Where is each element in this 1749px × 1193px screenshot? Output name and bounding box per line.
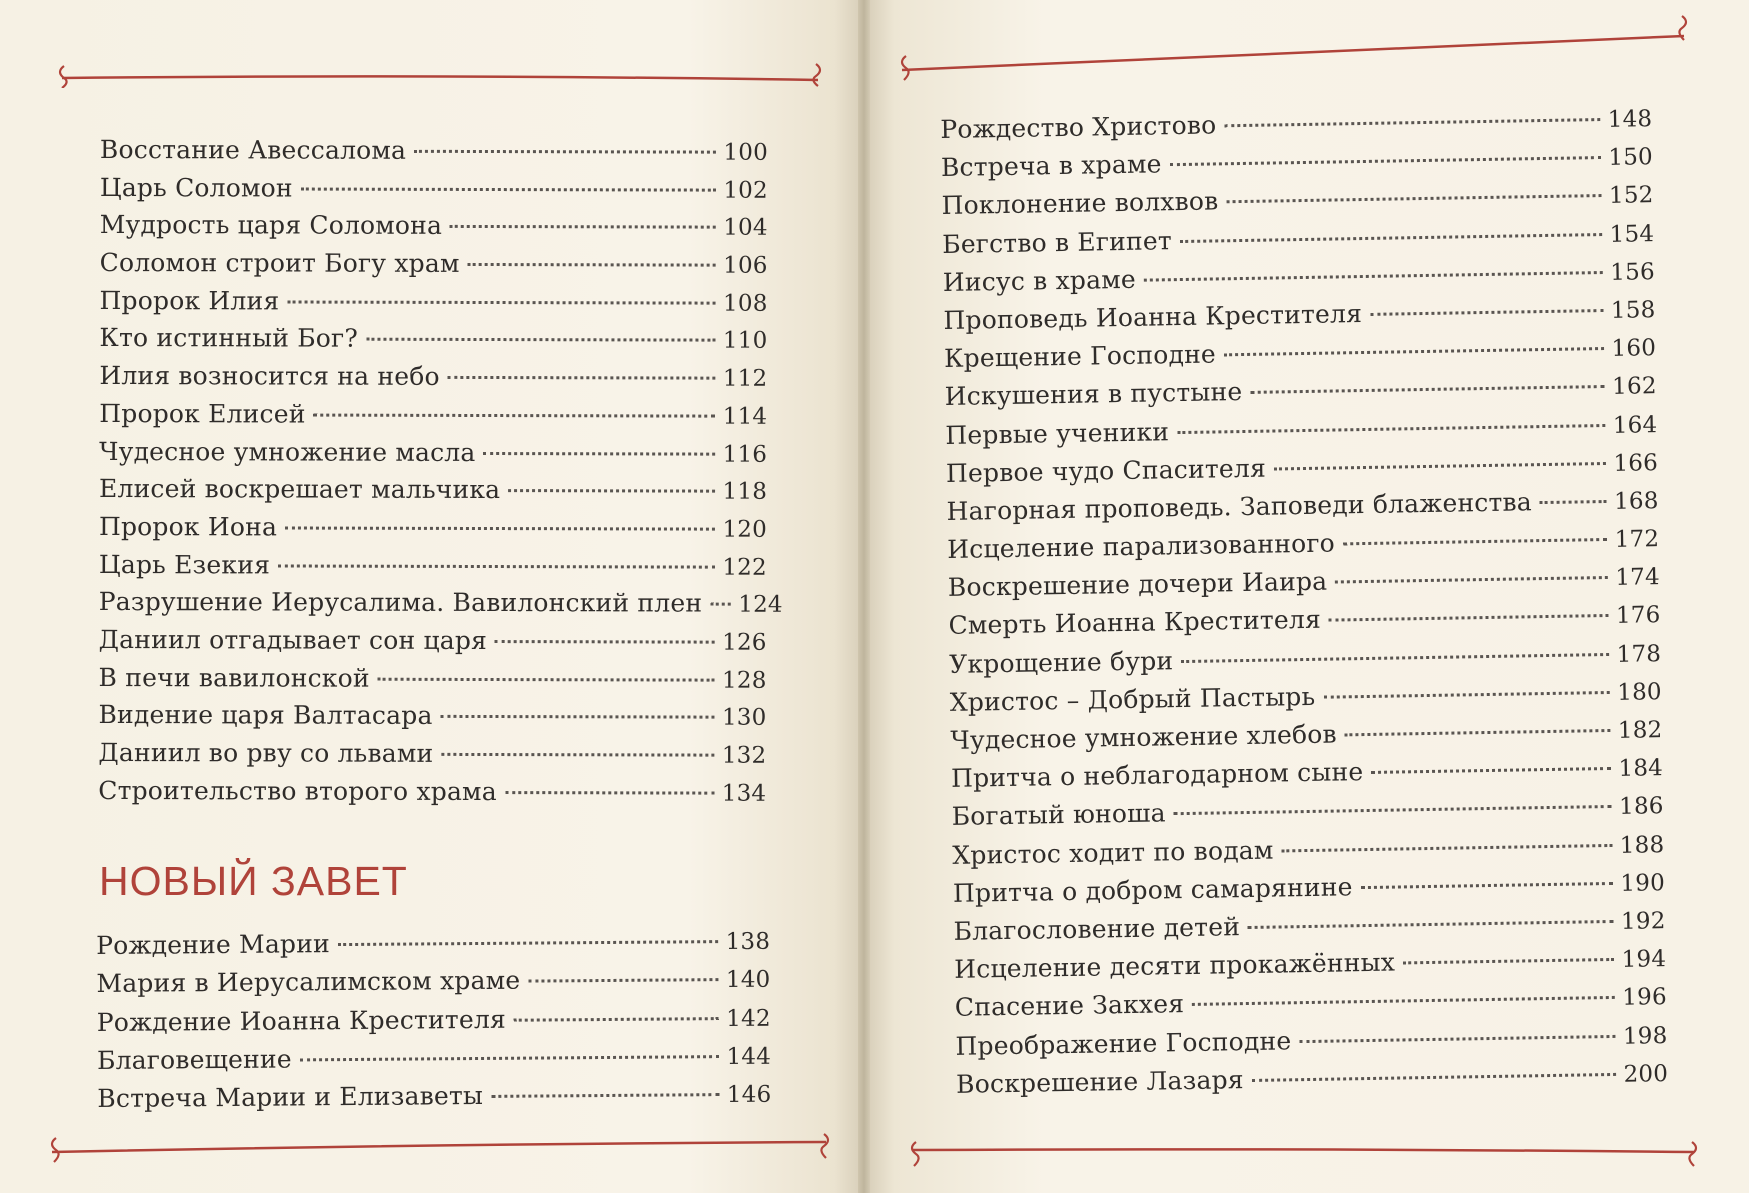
toc-entry-title: Притча о неблагодарном сыне <box>950 757 1364 794</box>
toc-entry-page-number: 148 <box>1607 106 1653 133</box>
toc-entry-title: Воскрешение дочери Иаира <box>947 566 1328 603</box>
toc-entry-page-number: 194 <box>1621 946 1667 973</box>
dot-leader <box>300 1030 719 1061</box>
dot-leader <box>441 728 714 757</box>
toc-entry <box>98 771 766 810</box>
toc-entry-title: Кто истинный Бог? <box>99 323 358 354</box>
dot-leader <box>495 615 714 644</box>
toc-entry-page-number: 198 <box>1622 1022 1668 1050</box>
toc-entry-title: Смерть Иоанна Крестителя <box>948 605 1322 641</box>
toc-entry-title: Первые ученики <box>945 416 1170 450</box>
toc-entry-page-number: 190 <box>1620 869 1666 897</box>
toc-entry-page-number: 116 <box>722 441 768 468</box>
toc-entry-title: Благовещение <box>96 1044 292 1075</box>
toc-entry-page-number: 110 <box>722 328 768 355</box>
toc-entry-page-number: 124 <box>738 591 783 619</box>
toc-entry-title: Проповедь Иоанна Крестителя <box>943 298 1363 335</box>
toc-entry-title: Богатый юноша <box>951 798 1166 832</box>
toc-entry-title: Иисус в храме <box>942 264 1137 297</box>
toc-entry-title: Преображение Господне <box>955 1025 1292 1061</box>
toc-entry-title: Рождение Марии <box>96 929 331 960</box>
dot-leader <box>1248 895 1613 929</box>
right-toc-list <box>940 98 1668 1103</box>
toc-entry-title: Даниил во рву со львами <box>98 737 434 768</box>
toc-entry-page-number: 140 <box>725 967 771 994</box>
toc-entry-title: Разрушение Иерусалима. Вавилонский плен <box>98 587 703 618</box>
toc-entry-title: Соломон строит Богу храм <box>99 248 460 279</box>
dot-leader <box>1344 704 1610 736</box>
toc-entry-page-number: 152 <box>1608 182 1654 210</box>
toc-entry-title: Царь Соломон <box>99 172 293 203</box>
toc-entry-title: Пророк Илия <box>99 285 280 316</box>
toc-entry-title: Первое чудо Спасителя <box>945 453 1267 488</box>
toc-entry-page-number: 118 <box>722 478 768 505</box>
toc-entry-page-number: 160 <box>1611 335 1657 363</box>
dot-leader <box>1179 208 1601 243</box>
toc-entry-title: Восстание Авессалома <box>99 134 407 165</box>
dot-leader <box>1299 1009 1615 1042</box>
toc-entry-page-number: 164 <box>1612 411 1658 439</box>
toc-entry-title: Мудрость царя Соломона <box>99 210 443 241</box>
dot-leader <box>314 388 715 417</box>
toc-entry-page-number: 146 <box>726 1081 772 1109</box>
toc-entry-title: Строительство второго храма <box>98 775 497 806</box>
toc-entry-page-number: 154 <box>1609 220 1655 248</box>
dot-leader <box>448 351 715 380</box>
toc-entry-title: Христос ходит по водам <box>952 835 1274 870</box>
dot-leader <box>1177 399 1605 434</box>
dot-leader <box>514 992 719 1022</box>
toc-entry-page-number: 138 <box>725 928 771 956</box>
left-new-testament-list <box>96 921 771 1118</box>
toc-entry-page-number: 106 <box>723 252 768 279</box>
left-toc-list <box>98 130 783 810</box>
toc-entry-page-number: 128 <box>722 667 767 694</box>
toc-entry-page-number: 100 <box>723 139 768 166</box>
toc-entry-title: Поклонение волхвов <box>941 186 1219 221</box>
dot-leader <box>1173 780 1611 815</box>
right-top-ornament-rule <box>888 12 1698 82</box>
toc-entry-title: Видение царя Валтасара <box>98 700 433 731</box>
toc-entry-page-number: 200 <box>1623 1060 1669 1088</box>
toc-entry-title: Исцеление десяти прокажённых <box>954 947 1396 985</box>
toc-entry-page-number: 196 <box>1622 984 1668 1012</box>
toc-entry <box>97 1074 771 1118</box>
toc-entry-page-number: 114 <box>722 403 768 430</box>
toc-entry-page-number: 186 <box>1618 793 1664 821</box>
dot-leader <box>528 953 718 982</box>
dot-leader <box>287 275 715 304</box>
dot-leader <box>508 464 714 493</box>
dot-leader <box>1335 551 1608 584</box>
toc-entry-title: Мария в Иерусалимском храме <box>96 965 521 999</box>
toc-entry-page-number: 178 <box>1616 640 1662 668</box>
dot-leader <box>414 125 715 154</box>
toc-entry-title: Чудесное умножение хлебов <box>950 719 1338 755</box>
toc-entry-page-number: 104 <box>723 215 768 242</box>
toc-entry-page-number: 182 <box>1617 717 1663 744</box>
toc-entry-page-number: 134 <box>721 780 767 807</box>
toc-entry-page-number: 126 <box>722 629 767 656</box>
toc-entry-page-number: 168 <box>1613 488 1659 515</box>
toc-entry-page-number: 120 <box>722 516 767 543</box>
dot-leader <box>366 313 715 342</box>
toc-entry-title: Встреча в храме <box>940 149 1162 183</box>
toc-entry-title: Крещение Господне <box>943 339 1217 374</box>
toc-entry-title: Притча о добром самарянине <box>952 872 1353 908</box>
dot-leader <box>505 766 714 795</box>
toc-entry-page-number: 180 <box>1617 678 1662 706</box>
toc-entry-page-number: 176 <box>1615 602 1661 630</box>
toc-entry-title: Даниил отгадывает сон царя <box>98 624 488 655</box>
dot-leader <box>1169 131 1600 166</box>
dot-leader <box>285 501 714 530</box>
left-top-ornament-rule <box>50 58 830 88</box>
dot-leader <box>338 915 718 946</box>
toc-entry-title: Рождество Христово <box>940 110 1217 144</box>
toc-entry-page-number: 184 <box>1618 755 1664 783</box>
toc-entry-page-number: 132 <box>721 742 767 769</box>
dot-leader <box>1539 475 1606 504</box>
dot-leader <box>1226 169 1601 203</box>
toc-entry-title: Спасение Закхея <box>954 989 1185 1023</box>
dot-leader <box>1342 513 1606 545</box>
toc-entry-title: Царь Езекия <box>98 549 271 580</box>
toc-entry-page-number: 144 <box>726 1043 772 1070</box>
toc-entry-page-number: 102 <box>723 177 768 204</box>
toc-entry-page-number: 174 <box>1615 564 1661 592</box>
toc-entry-title: Бегство в Египет <box>941 225 1173 259</box>
toc-entry-title: Рождение Иоанна Крестителя <box>96 1004 507 1037</box>
left-bottom-ornament-rule <box>40 1132 840 1166</box>
right-bottom-ornament-rule <box>898 1138 1708 1174</box>
toc-entry-page-number: 158 <box>1610 297 1656 324</box>
toc-entry-title: Благословение детей <box>953 912 1241 946</box>
toc-entry-title: В печи вавилонской <box>98 662 370 693</box>
toc-entry-title: Укрощение бури <box>948 645 1174 679</box>
toc-entry-title: Елисей воскрешает мальчика <box>99 474 501 505</box>
dot-leader <box>1360 857 1612 889</box>
dot-leader <box>1224 93 1600 127</box>
toc-entry-title: Воскрешение Лазаря <box>955 1064 1244 1099</box>
dot-leader <box>1370 284 1603 316</box>
section-heading-new-testament: НОВЫЙ ЗАВЕТ <box>99 858 408 904</box>
dot-leader <box>450 200 715 229</box>
toc-entry-page-number: 150 <box>1608 144 1654 172</box>
toc-entry-page-number: 156 <box>1610 258 1655 286</box>
dot-leader <box>1273 437 1605 470</box>
toc-entry-page-number: 172 <box>1614 526 1660 553</box>
dot-leader <box>1251 1048 1615 1082</box>
dot-leader <box>1281 819 1612 852</box>
toc-entry-page-number: 130 <box>721 704 767 732</box>
toc-entry-page-number: 112 <box>722 365 768 392</box>
dot-leader <box>1371 742 1611 774</box>
toc-entry-page-number: 122 <box>722 554 767 581</box>
dot-leader <box>1250 360 1604 394</box>
toc-entry-title: Искушения в пустыне <box>944 377 1243 412</box>
toc-entry-page-number: 192 <box>1620 908 1666 935</box>
toc-entry-title: Исцеление парализованного <box>947 528 1336 565</box>
dot-leader <box>1323 666 1609 699</box>
toc-entry-title: Чудесное умножение масла <box>99 436 476 467</box>
toc-entry-page-number: 188 <box>1619 831 1665 859</box>
toc-entry-title: Илия возносится на небо <box>99 361 440 392</box>
dot-leader <box>441 690 714 719</box>
dot-leader <box>301 162 716 191</box>
dot-leader <box>278 539 714 568</box>
dot-leader <box>1329 589 1609 622</box>
dot-leader <box>1403 933 1614 964</box>
dot-leader <box>491 1068 719 1098</box>
dot-leader <box>1223 322 1603 356</box>
book-gutter <box>858 0 870 1193</box>
toc-entry-page-number: 166 <box>1613 449 1659 477</box>
toc-entry-title: Христос – Добрый Пастырь <box>949 681 1316 717</box>
dot-leader <box>1192 971 1615 1006</box>
dot-leader <box>468 238 716 267</box>
toc-entry-page-number: 108 <box>723 290 768 317</box>
toc-entry-title: Встреча Марии и Елизаветы <box>97 1081 484 1114</box>
dot-leader <box>1181 628 1609 663</box>
toc-entry-title: Пророк Елисей <box>99 398 306 429</box>
toc-entry-page-number: 142 <box>726 1005 771 1032</box>
dot-leader <box>484 427 715 456</box>
dot-leader <box>378 652 714 681</box>
toc-entry-title: Пророк Иона <box>98 511 278 542</box>
toc-entry-page-number: 162 <box>1611 373 1657 401</box>
dot-leader <box>710 578 730 606</box>
toc-entry-title: Нагорная проповедь. Заповеди блаженства <box>946 487 1533 526</box>
toc-entry <box>99 545 767 584</box>
